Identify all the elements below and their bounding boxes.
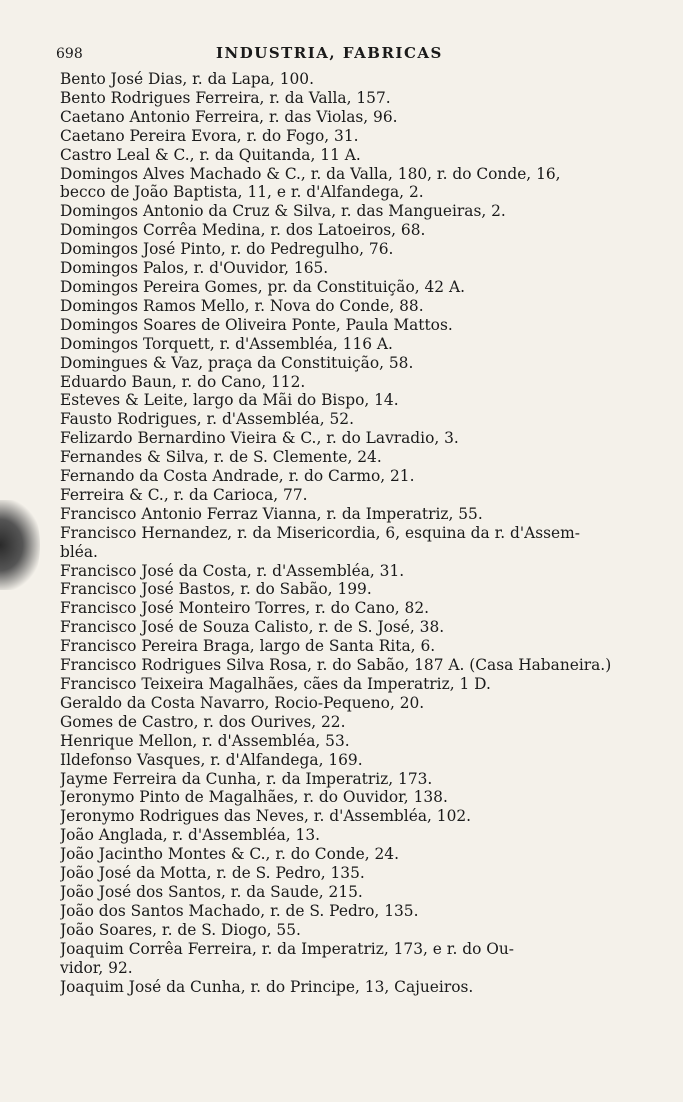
entry-line: Jeronymo Rodrigues das Neves, r. d'Assembléa, 102. (60, 807, 472, 826)
directory-entry (60, 486, 660, 505)
directory-entry (60, 675, 660, 694)
entry-line: Jayme Ferreira da Cunha, r. da Imperatriz, 173. (60, 769, 433, 788)
entry-line: Domingos Antonio da Cruz & Silva, r. das Mangueiras, 2. (60, 202, 506, 221)
directory-entry (60, 335, 660, 354)
entry-line: Francisco Hernandez, r. da Misericordia, 6, esquina da r. d'Assem- (60, 523, 580, 542)
entry-line: Fausto Rodrigues, r. d'Assembléa, 52. (60, 410, 354, 429)
entry-line: Domingos Pereira Gomes, pr. da Constituição, 42 A. (60, 277, 466, 296)
entry-line: Eduardo Baun, r. do Cano, 112. (60, 372, 306, 391)
entry-line: Francisco José Monteiro Torres, r. do Cano, 82. (60, 599, 430, 618)
entry-continuation-line: becco de João Baptista, 11, e r. d'Alfandega, 2. (60, 183, 424, 202)
directory-entry (60, 562, 660, 581)
directory-entry (60, 165, 660, 203)
entry-line: João Jacintho Montes & C., r. do Conde, 24. (60, 845, 399, 864)
directory-entry (60, 770, 660, 789)
directory-entry (60, 580, 660, 599)
directory-entry (60, 921, 660, 940)
directory-entry (60, 978, 660, 997)
entry-line: Domingos Alves Machado & C., r. da Valla, 180, r. do Conde, 16, (60, 164, 561, 183)
directory-entry (60, 845, 660, 864)
entry-line: Esteves & Leite, largo da Mãi do Bispo, 14. (60, 391, 399, 410)
directory-entry (60, 410, 660, 429)
directory-entry (60, 826, 660, 845)
directory-entry (60, 221, 660, 240)
entry-line: Domingos José Pinto, r. do Pedregulho, 76. (60, 240, 394, 259)
directory-entry (60, 146, 660, 165)
directory-entry (60, 788, 660, 807)
entry-line: João dos Santos Machado, r. de S. Pedro, 135. (60, 901, 419, 920)
directory-entry (60, 902, 660, 921)
entry-line: Fernandes & Silva, r. de S. Clemente, 24. (60, 448, 382, 467)
entry-line: Domingos Corrêa Medina, r. dos Latoeiros, 68. (60, 221, 426, 240)
directory-entry (60, 259, 660, 278)
entry-line: Domingos Ramos Mello, r. Nova do Conde, 88. (60, 296, 424, 315)
entry-line: Domingues & Vaz, praça da Constituição, 58. (60, 353, 414, 372)
entry-line: Felizardo Bernardino Vieira & C., r. do Lavradio, 3. (60, 429, 459, 448)
directory-entry (60, 89, 660, 108)
directory-entry (60, 297, 660, 316)
entry-line: João Anglada, r. d'Assembléa, 13. (60, 826, 321, 845)
directory-entry (60, 940, 660, 978)
entry-line: Caetano Pereira Evora, r. do Fogo, 31. (60, 126, 359, 145)
binding-stain-mark (0, 500, 40, 590)
directory-entry (60, 202, 660, 221)
entry-line: Domingos Soares de Oliveira Ponte, Paula Mattos. (60, 315, 453, 334)
entry-line: Bento Rodrigues Ferreira, r. da Valla, 157. (60, 88, 391, 107)
entry-line: Gomes de Castro, r. dos Ourives, 22. (60, 712, 346, 731)
directory-entry (60, 316, 660, 335)
directory-entry (60, 694, 660, 713)
page-number: 698 (56, 46, 83, 62)
directory-entry (60, 637, 660, 656)
entry-line: Joaquim José da Cunha, r. do Principe, 13, Cajueiros. (60, 977, 474, 996)
entry-line: Castro Leal & C., r. da Quitanda, 11 A. (60, 145, 361, 164)
entry-line: Francisco José da Costa, r. d'Assembléa, 31. (60, 561, 405, 580)
entry-line: Francisco Pereira Braga, largo de Santa Rita, 6. (60, 637, 436, 656)
directory-entry (60, 467, 660, 486)
entry-line: João José dos Santos, r. da Saude, 215. (60, 882, 363, 901)
page-header (56, 42, 476, 66)
entry-line: Ferreira & C., r. da Carioca, 77. (60, 485, 308, 504)
entry-line: Caetano Antonio Ferreira, r. das Violas, 96. (60, 107, 398, 126)
directory-entry (60, 883, 660, 902)
entry-line: Bento José Dias, r. da Lapa, 100. (60, 70, 314, 88)
entry-line: Francisco José Bastos, r. do Sabão, 199. (60, 580, 372, 599)
directory-entry (60, 70, 660, 89)
entry-line: Geraldo da Costa Navarro, Rocio-Pequeno, 20. (60, 693, 425, 712)
directory-entry (60, 524, 660, 562)
directory-entry (60, 807, 660, 826)
entry-line: Francisco Teixeira Magalhães, cães da Imperatriz, 1 D. (60, 675, 491, 693)
entry-line: Jeronymo Pinto de Magalhães, r. do Ouvidor, 138. (60, 788, 448, 807)
directory-entries (60, 70, 660, 996)
directory-entry (60, 656, 660, 675)
directory-entry (60, 391, 660, 410)
entry-line: Joaquim Corrêa Ferreira, r. da Imperatriz, 173, e r. do Ou- (60, 939, 514, 958)
directory-entry (60, 373, 660, 392)
directory-entry (60, 618, 660, 637)
entry-line: João Soares, r. de S. Diogo, 55. (60, 920, 301, 939)
directory-entry (60, 599, 660, 618)
directory-entry (60, 278, 660, 297)
entry-line: Francisco José de Souza Calisto, r. de S. José, 38. (60, 618, 445, 637)
entry-line: Ildefonso Vasques, r. d'Alfandega, 169. (60, 750, 363, 769)
running-title: INDUSTRIA, FABRICAS (216, 44, 443, 62)
entry-continuation-line: bléa. (60, 542, 98, 561)
directory-entry (60, 713, 660, 732)
entry-line: Henrique Mellon, r. d'Assembléa, 53. (60, 731, 350, 750)
directory-entry (60, 864, 660, 883)
entry-line: Fernando da Costa Andrade, r. do Carmo, 21. (60, 467, 415, 486)
entry-line: João José da Motta, r. de S. Pedro, 135. (60, 864, 365, 883)
directory-entry (60, 429, 660, 448)
entry-line: Francisco Rodrigues Silva Rosa, r. do Sabão, 187 A. (Casa Habaneira.) (60, 656, 612, 675)
directory-entry (60, 127, 660, 146)
entry-line: Domingos Palos, r. d'Ouvidor, 165. (60, 259, 329, 278)
directory-entry (60, 354, 660, 373)
directory-entry (60, 505, 660, 524)
directory-entry (60, 751, 660, 770)
directory-entry (60, 240, 660, 259)
entry-line: Domingos Torquett, r. d'Assembléa, 116 A. (60, 334, 393, 353)
entry-line: Francisco Antonio Ferraz Vianna, r. da Imperatriz, 55. (60, 504, 483, 523)
directory-entry (60, 108, 660, 127)
entry-continuation-line: vidor, 92. (60, 958, 133, 977)
directory-entry (60, 448, 660, 467)
directory-entry (60, 732, 660, 751)
